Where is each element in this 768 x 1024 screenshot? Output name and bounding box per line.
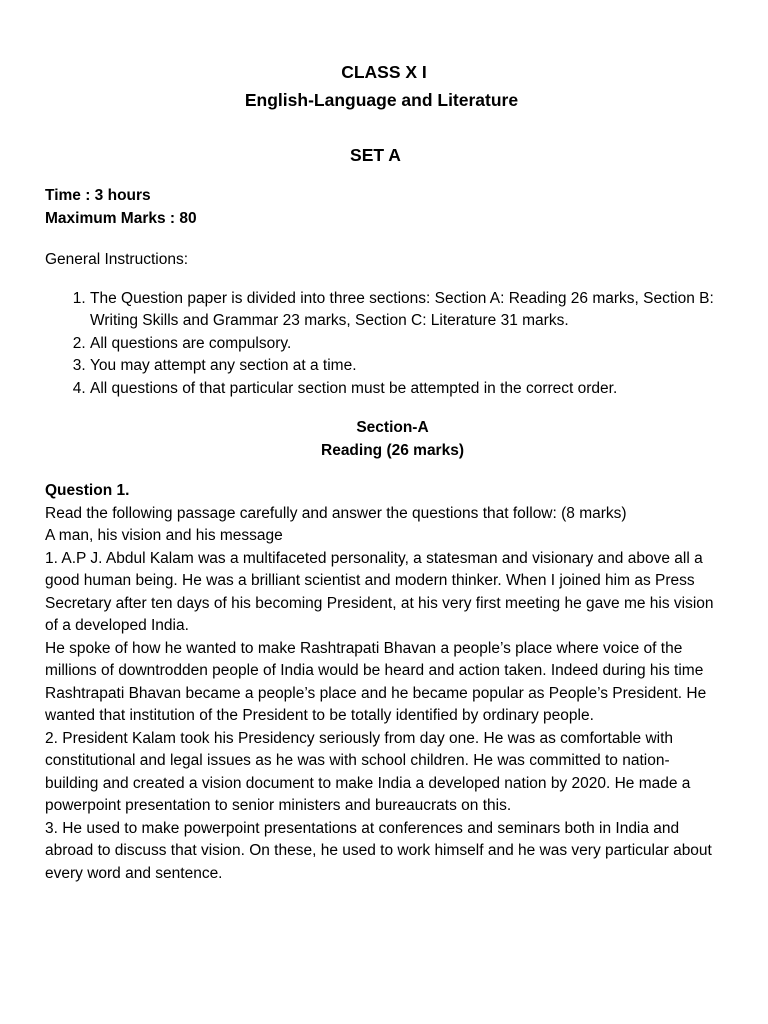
passage-paragraph: 3. He used to make powerpoint presentations at conferences and seminars both in India and abroad to discuss that vision. On these, he used to work himself and he was very particular about every word and sentence. bbox=[45, 819, 712, 882]
exam-meta bbox=[45, 185, 718, 230]
class-title: CLASS X I bbox=[341, 62, 427, 82]
instruction-item: 1. The Question paper is divided into three sections: Section A: Reading 26 marks, Section B: Writing Skills and Grammar 23 marks, Section C: Literature 31 marks. bbox=[90, 288, 718, 333]
instruction-item: 4. All questions of that particular section must be attempted in the correct order. bbox=[90, 378, 718, 401]
max-marks-label: Maximum Marks : 80 bbox=[45, 209, 197, 227]
time-label: Time : 3 hours bbox=[45, 187, 151, 204]
set-title: SET A bbox=[350, 145, 401, 165]
instructions-label: General Instructions: bbox=[45, 251, 189, 268]
instructions-list bbox=[45, 288, 718, 401]
passage-paragraph: 1. A.P J. Abdul Kalam was a multifaceted personality, a statesman and visionary and above all a good human being. He was a brilliant scientist and modern thinker. When I joined him as Press Secretary after ten days of his becoming President, at his very first meeting he gave me his vision of a developed India. bbox=[45, 549, 714, 634]
instruction-item: 3. You may attempt any section at a time. bbox=[90, 355, 718, 378]
section-subtitle: Reading (26 marks) bbox=[321, 441, 464, 459]
passage-paragraph: 2. President Kalam took his Presidency seriously from day one. He was as comfortable with constitutional and legal issues as he was with school children. He was committed to nation-building and created a vision document to make India a developed nation by 2020. He made a powerpoint presentation to senior ministers and bureaucrats on this. bbox=[45, 729, 691, 814]
section-heading bbox=[67, 417, 718, 462]
question-title: Question 1. bbox=[45, 482, 130, 499]
instruction-item: 2. All questions are compulsory. bbox=[90, 333, 718, 356]
question-prompt: Read the following passage carefully and answer the questions that follow: (8 marks) bbox=[45, 504, 627, 522]
passage-paragraph: He spoke of how he wanted to make Rashtrapati Bhavan a people’s place where voice of the millions of downtrodden people of India would be heard and action taken. Indeed during his time Rashtrapati Bhavan became a people’s place and he became popular as People’s President. He wanted that institution of the President to be totally identified by ordinary people. bbox=[45, 639, 707, 724]
passage-title: A man, his vision and his message bbox=[45, 527, 283, 544]
section-name: Section-A bbox=[356, 419, 429, 436]
subject-title: English-Language and Literature bbox=[244, 90, 519, 110]
